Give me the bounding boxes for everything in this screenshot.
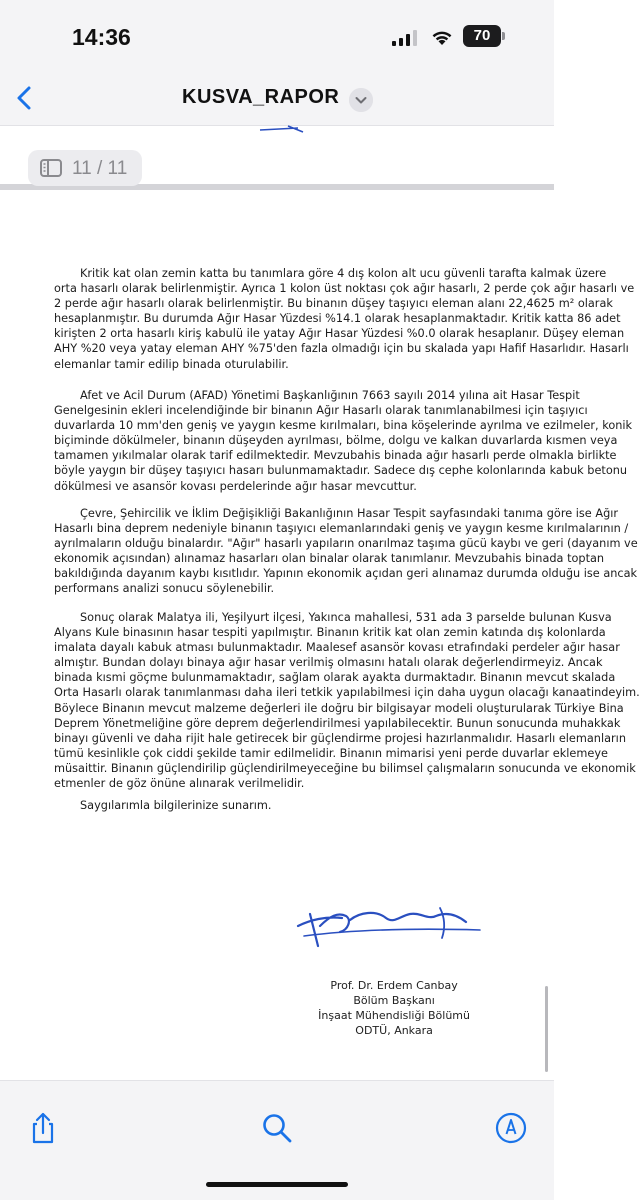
text-line: binada kısmi göçme bulunmamaktadır, sağlam olarak ayakta durmaktadır. Binanın mevcut skalada bbox=[54, 671, 616, 685]
text-line bbox=[54, 266, 607, 281]
status-time: 14:36 bbox=[72, 24, 131, 50]
text-line: böyle yaygın bir düşey taşıyıcı hasarı bulunmamaktadır. Sadece dış cephe kolonlarında kabuk betonu bbox=[54, 464, 628, 478]
text-line: ayrılmaların olduğu binalardır. "Ağır" hasarlı yapıların onarılmaz taşıma gücü kaybı ve geri (dayanım ve bbox=[54, 537, 638, 551]
markup-icon[interactable] bbox=[494, 1111, 528, 1145]
document-viewer[interactable] bbox=[0, 126, 640, 1080]
text-line: tümü kesinlikle çok ciddi şekilde tamir edilmelidir. Binanın mimarisi yeni perde duvarlar eklemeye bbox=[54, 746, 608, 760]
previous-page-ink-mark bbox=[258, 124, 308, 136]
text-line bbox=[54, 506, 619, 521]
text-line: Hasarlı bina deprem nedeniyle binanın taşıyıcı elemanlarındaki geniş ve yaygın kesme kırılmalarının / bbox=[54, 522, 629, 536]
text-line: tamamen yıkılmalar olarak tarif edilmektedir. Mevzubahis binada ağır hasarlı perde olmakla birlikte bbox=[54, 449, 617, 463]
text-line: hesaplanmıştır. Bu durumda Ağır Hasar Yüzdesi %14.1 olarak hesaplanmaktadır. Kritik katta 86 adet bbox=[54, 312, 621, 326]
text-line: binayı güvenli ve daha rijit hale getirecek bir güçlendirme projesi hazırlanmalıdır. Hasarlı elemanların bbox=[54, 731, 626, 745]
text-line: Genelgesinin ekleri incelendiğinde bir binanın Ağır Hasarlı olarak tanımlanabilmesi için taşıyıcı bbox=[54, 404, 588, 418]
document-title[interactable]: KUSVA_RAPOR bbox=[182, 86, 340, 108]
navigation-bar bbox=[0, 70, 554, 126]
text-line bbox=[54, 388, 580, 403]
text-line: AHY %20 veya yatay eleman AHY %75'den fazla olmadığı için bu skalada yapı Hafif Hasarlıdır. Hasarlı bbox=[54, 342, 629, 356]
text-line: Alyans Kule binasının hasar tespiti yapılmıştır. Binanın kritik kat olan zemin katında dış kolonlarda bbox=[54, 626, 606, 640]
signature-block bbox=[318, 978, 470, 1038]
text-line: biçiminde dökülmeler, binanın düşeyden ayrılması, bölme, dolgu ve kalkan duvarlarda kısmen veya bbox=[54, 434, 618, 448]
wifi-icon bbox=[430, 28, 454, 46]
home-indicator[interactable] bbox=[206, 1182, 348, 1187]
signatory-institution: ODTÜ, Ankara bbox=[355, 1024, 433, 1037]
signatory-name: Prof. Dr. Erdem Canbay bbox=[330, 979, 458, 992]
paragraph-3 bbox=[54, 506, 638, 597]
share-icon[interactable] bbox=[26, 1111, 60, 1145]
text-line: 2 perde ağır hasarlı olarak belirlenmiştir. Bu binanın düşey taşıyıcı eleman alanı 22,4625 m² olarak bbox=[54, 297, 613, 311]
paragraph-1 bbox=[54, 266, 635, 372]
text-line: bakıldığında dayanım kaybı kısıtlıdır. Yapının ekonomik açıdan geri alınamaz durumda olduğu ise ancak bbox=[54, 567, 638, 581]
paragraph-2 bbox=[54, 388, 633, 494]
battery-cap bbox=[502, 32, 505, 40]
signatory-department: İnşaat Mühendisliği Bölümü bbox=[318, 1009, 470, 1022]
status-bar bbox=[0, 0, 554, 70]
text-line bbox=[54, 610, 612, 625]
text-line: almıştır. Bundan dolayı binaya ağır hasar verilmiş olmasını hatalı olarak değerlendirmeyiz. Ancak bbox=[54, 656, 603, 670]
text-line-content: Afet ve Acil Durum (AFAD) Yönetimi Başkanlığının 7663 sayılı 2014 yılına ait Hasar Tespit bbox=[80, 389, 580, 402]
text-line: dökülmesi ve asansör kovası perdelerinde ağır hasar mevcuttur. bbox=[54, 479, 417, 493]
handwritten-signature bbox=[290, 886, 490, 956]
page-indicator-label: 11 / 11 bbox=[72, 158, 128, 179]
text-line: kirişten 2 orta hasarlı kiriş kabulü ile yatay Ağır Hasar Yüzdesi %0.0 olarak hesaplanır. Düşey eleman bbox=[54, 327, 625, 341]
text-line: etmenler de göz önüne alınarak verilmelidir. bbox=[54, 777, 305, 791]
text-line: Orta Hasarlı olarak tanımlanması daha ileri tetkik yapılabilmesi için daha uygun olacağı kanaatindeyim. bbox=[54, 686, 640, 700]
text-line: Deprem Yönetmeliğine göre deprem değerlendirilmesi yapılabilecektir. Bunun sonucunda muhakkak bbox=[54, 716, 621, 730]
paragraph-4 bbox=[54, 610, 640, 791]
text-line: Böylece Binanın mevcut malzeme değerleri ile doğru bir bilgisayar modeli oluşturularak Türkiye Bina bbox=[54, 701, 624, 715]
text-line-content: Sonuç olarak Malatya ili, Yeşilyurt ilçesi, Yakınca mahallesi, 531 ada 3 parselde bulunan Kusva bbox=[80, 611, 612, 624]
page-indicator[interactable] bbox=[28, 150, 142, 186]
text-line: orta hasarlı olarak belirlenmiştir. Ayrıca 1 kolon üst noktası çok ağır hasarlı, 2 perde çok ağır hasarlı ve bbox=[54, 282, 635, 296]
text-line: ekonomik açısından) alınamaz hasarları olan binalar olarak tanımlanır. Mevzubahis binada toptan bbox=[54, 552, 605, 566]
battery-indicator: 70 bbox=[463, 25, 501, 47]
text-line: imalata dayalı kabuk atması bulunmaktadır. Maalesef asansör kovası etrafındaki perdeler ağır hasar bbox=[54, 641, 620, 655]
text-line: performans analizi sonucu söylenebilir. bbox=[54, 582, 275, 596]
scrollbar[interactable] bbox=[545, 986, 548, 1072]
text-line: elemanlar tamir edilip binada oturulabilir. bbox=[54, 357, 289, 371]
text-line bbox=[54, 798, 500, 813]
text-line: müsaittir. Binanın güçlendirilip güçlendirilmeyeceğine bu bilimsel çalışmaların sonucunda ve ekonomik bbox=[54, 761, 636, 775]
sidebar-thumbnail-icon bbox=[40, 159, 62, 177]
text-line: duvarlarda 10 mm'den geniş ve yaygın kesme kırılmaları, bina köşelerinde ayrılma ve ezilmeler, konik bbox=[54, 419, 633, 433]
text-line-content: Kritik kat olan zemin katta bu tanımlara göre 4 dış kolon alt ucu güvenli tarafta kalmak üzere bbox=[80, 267, 607, 280]
signatory-title: Bölüm Başkanı bbox=[353, 994, 435, 1007]
closing-paragraph bbox=[54, 798, 500, 813]
text-line-content: Çevre, Şehircilik ve İklim Değişikliği Bakanlığının Hasar Tespit sayfasındaki tanıma göre ise Ağır bbox=[80, 507, 619, 520]
search-icon[interactable] bbox=[260, 1111, 294, 1145]
closing-text: Saygılarımla bilgilerinize sunarım. bbox=[80, 799, 272, 812]
back-chevron-icon[interactable] bbox=[12, 84, 38, 112]
document-page bbox=[0, 190, 640, 1090]
chevron-down-icon[interactable] bbox=[349, 88, 373, 112]
cellular-signal-icon bbox=[392, 30, 418, 46]
